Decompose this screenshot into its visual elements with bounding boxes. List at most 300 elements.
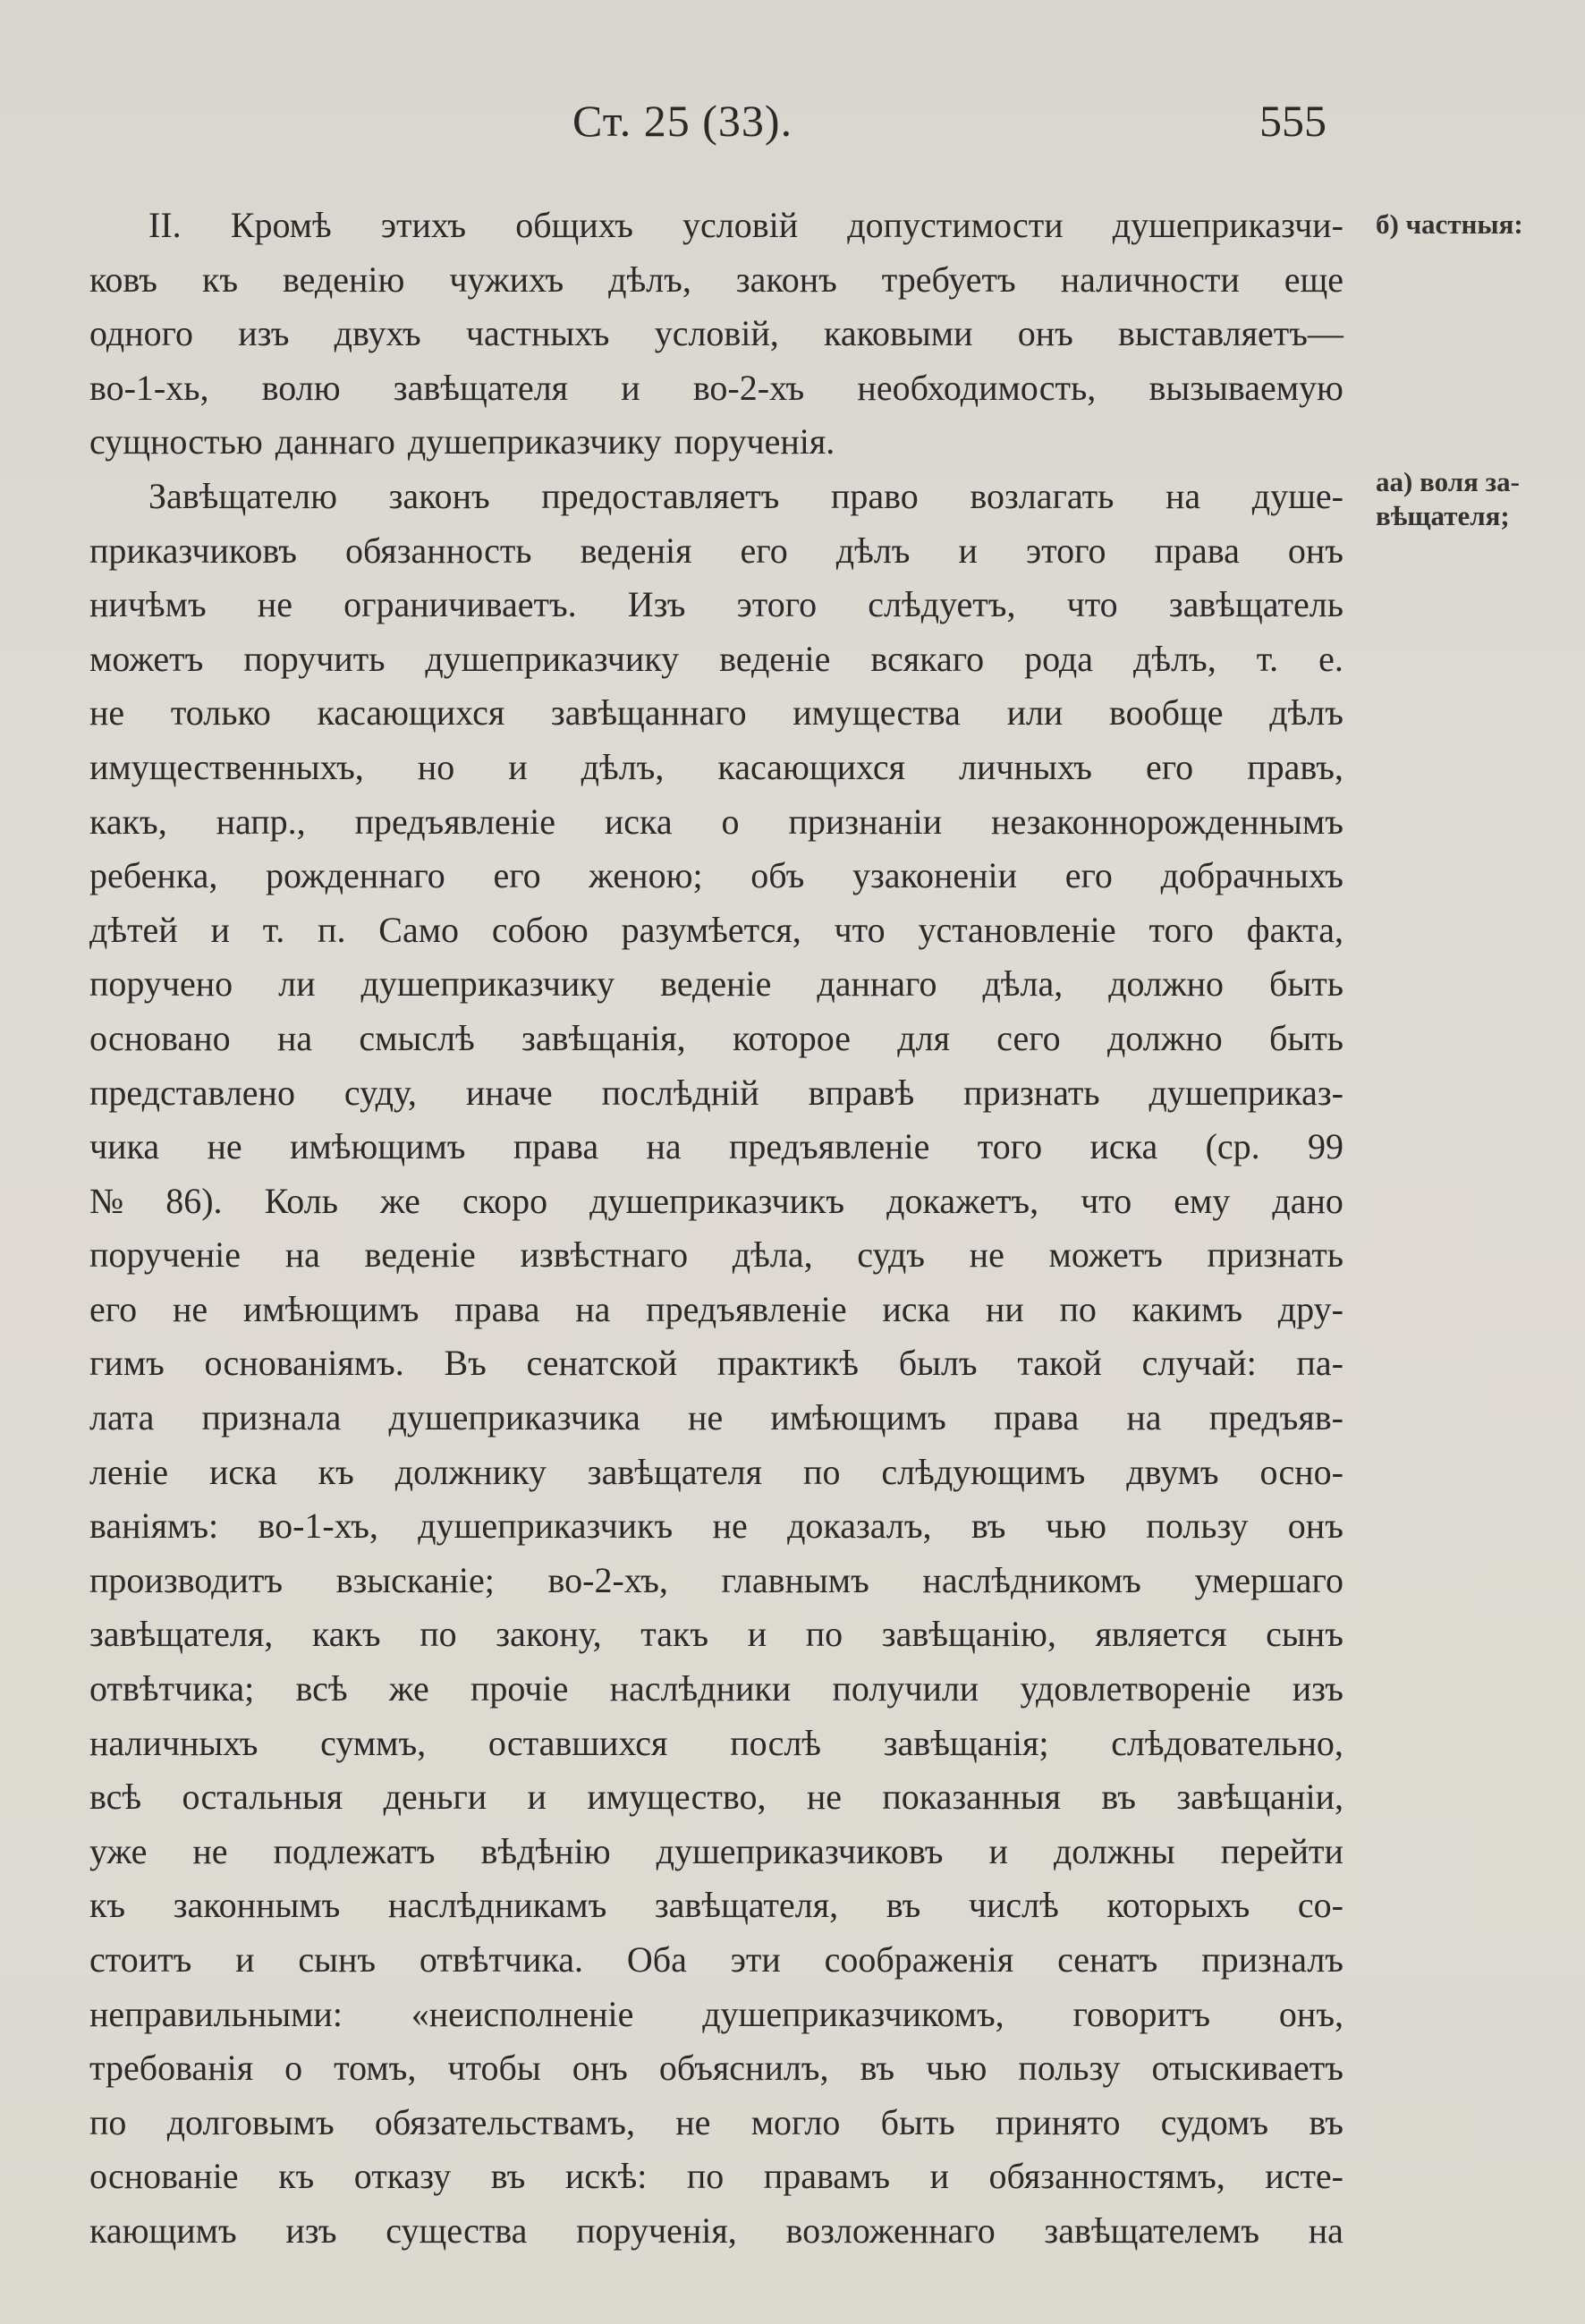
word: Оба <box>626 1939 687 1980</box>
word: что <box>1081 1180 1132 1221</box>
word: душеприказчику <box>425 638 680 679</box>
word: въ <box>1101 1777 1136 1818</box>
word: законъ <box>388 475 490 516</box>
word: разумѣется, <box>621 909 801 950</box>
word: право <box>830 475 919 516</box>
word: но <box>417 746 455 787</box>
body-text <box>89 199 1343 2259</box>
word: объ <box>750 855 805 896</box>
word: о <box>721 801 740 842</box>
text-line <box>89 2204 1343 2259</box>
word: изъ <box>285 2209 337 2251</box>
word: дѣтей <box>89 909 178 950</box>
margin-note-line: б) частныя: <box>1376 208 1523 240</box>
word: онъ, <box>1278 1993 1343 2034</box>
word: и <box>210 909 230 950</box>
word: (ср. <box>1205 1126 1260 1167</box>
word: личныхъ <box>959 746 1092 787</box>
word: обязанностямъ, <box>988 2156 1225 2197</box>
text-line <box>89 849 1343 903</box>
word: собою <box>491 909 589 950</box>
word: дѣла, <box>732 1234 813 1276</box>
word: веденіе <box>364 1234 476 1276</box>
word: вправѣ <box>808 1072 915 1113</box>
word: къ <box>278 2156 315 2197</box>
word: во-2-хъ, <box>547 1559 668 1600</box>
word: 86). <box>165 1180 223 1221</box>
word: стоитъ <box>89 1939 192 1980</box>
word: права <box>513 1126 599 1167</box>
word: по <box>1059 1288 1097 1329</box>
word: имущества <box>792 692 961 734</box>
word: смыслѣ <box>359 1017 475 1058</box>
word: еще <box>1284 259 1343 300</box>
word: и <box>747 1614 767 1655</box>
word: во-1-хь, <box>89 367 209 408</box>
word: исте- <box>1265 2156 1343 2197</box>
word: по <box>686 2156 725 2197</box>
word: отыскиваетъ <box>1151 2048 1343 2089</box>
word: т. <box>262 909 285 950</box>
word: Кромѣ <box>230 205 332 245</box>
word: чужихъ <box>449 259 564 300</box>
word: по <box>89 2101 127 2142</box>
word: томъ, <box>334 2048 417 2089</box>
word: прочіе <box>470 1668 569 1709</box>
word: что <box>834 909 886 950</box>
word: въ <box>886 1885 921 1926</box>
word: по <box>803 1451 841 1492</box>
word: наслѣдникомъ <box>922 1559 1141 1600</box>
word: условій, <box>654 313 779 354</box>
word: на <box>284 1234 320 1276</box>
text-line <box>89 1228 1343 1283</box>
word: представлено <box>89 1072 295 1113</box>
word: завѣщателя <box>393 367 569 408</box>
word: послѣ <box>730 1722 822 1763</box>
word: чика <box>89 1126 160 1167</box>
word: Коль <box>264 1180 338 1221</box>
word: законнымъ <box>173 1885 341 1926</box>
margin-note-line: аа) воля за- <box>1376 466 1520 497</box>
word: можетъ <box>1048 1234 1163 1276</box>
word: незаконнорожденнымъ <box>991 801 1343 842</box>
word: вызываемую <box>1148 367 1343 408</box>
word: возложеннаго <box>785 2209 996 2251</box>
word: не <box>89 692 125 734</box>
word: порученія, <box>576 2209 737 2251</box>
word: что <box>1066 584 1118 625</box>
word: докажетъ, <box>886 1180 1039 1221</box>
word: завѣщателя, <box>654 1885 839 1926</box>
word: чтобы <box>447 2048 541 2089</box>
word: не <box>207 1126 242 1167</box>
word: онъ <box>572 2048 628 2089</box>
text-line <box>89 578 1343 632</box>
text-line <box>89 1066 1343 1121</box>
word: веденіе <box>660 963 772 1005</box>
word: предъявленіе <box>354 801 555 842</box>
word: получили <box>832 1668 979 1709</box>
word: наличности <box>1060 259 1240 300</box>
word: касающихся <box>717 746 906 787</box>
word: такъ <box>640 1614 709 1655</box>
word: душеприказчику <box>360 963 615 1005</box>
word: всѣ <box>295 1668 348 1709</box>
margin-note-testator-will <box>1376 465 1581 533</box>
word: извѣстнаго <box>520 1234 689 1276</box>
word: душе- <box>1251 475 1343 516</box>
word: касающихся <box>317 692 505 734</box>
word: правамъ <box>763 2156 891 2197</box>
word: не <box>712 1506 748 1547</box>
word: и <box>235 1939 255 1980</box>
word: отвѣтчика; <box>89 1668 255 1709</box>
word: такой <box>1017 1343 1102 1384</box>
word: должно <box>1108 963 1225 1005</box>
word: чью <box>1045 1506 1107 1547</box>
word: е. <box>1318 638 1343 679</box>
word: вѣдѣнію <box>480 1830 611 1871</box>
word: какимъ <box>1132 1288 1243 1329</box>
word: веденія <box>580 530 692 571</box>
word: Въ <box>444 1343 487 1384</box>
word: признала <box>201 1397 342 1438</box>
word: на <box>575 1288 611 1329</box>
word: объяснилъ, <box>658 2048 829 2089</box>
word: основано <box>89 1017 231 1058</box>
word: былъ <box>898 1343 978 1384</box>
word: пользу <box>1018 2048 1121 2089</box>
word: завѣщаніи, <box>1176 1777 1343 1818</box>
word: его <box>740 530 788 571</box>
word: леніе <box>89 1451 168 1492</box>
word: признать <box>963 1072 1100 1113</box>
text-line <box>89 1879 1343 1933</box>
word: судъ <box>857 1234 925 1276</box>
text-line <box>89 2041 1343 2096</box>
word: долговымъ <box>166 2101 335 2142</box>
word: чью <box>926 2048 987 2089</box>
word: Изъ <box>627 584 686 625</box>
word: къ <box>201 259 239 300</box>
word: возлагать <box>970 475 1115 516</box>
word: практикѣ <box>716 1343 860 1384</box>
word: не <box>172 1288 208 1329</box>
word: осно- <box>1259 1451 1343 1492</box>
word: II. <box>148 205 182 245</box>
word: онъ <box>1017 313 1073 354</box>
word: не <box>806 1777 842 1818</box>
word: завѣщанію, <box>881 1614 1056 1655</box>
word: главнымъ <box>721 1559 869 1600</box>
text-line <box>89 1391 1343 1446</box>
word: эти <box>730 1939 781 1980</box>
text-line <box>89 1988 1343 2042</box>
word: требуетъ <box>881 259 1016 300</box>
word: не <box>688 1397 724 1438</box>
text-line <box>89 1499 1343 1554</box>
word: душеприказчикомъ, <box>702 1993 1004 2034</box>
word: основаніе <box>89 2156 239 2197</box>
word: общихъ <box>515 205 633 245</box>
word: закону, <box>496 1614 602 1655</box>
word: является <box>1095 1614 1227 1655</box>
word: слѣдующимъ <box>881 1451 1086 1492</box>
word: душеприказчика <box>388 1397 640 1438</box>
word: вообще <box>1109 692 1224 734</box>
word: предоставляетъ <box>541 475 780 516</box>
word: права <box>993 1397 1080 1438</box>
word: порученія. <box>674 421 835 462</box>
word: и <box>988 1830 1008 1871</box>
word: уже <box>89 1830 148 1871</box>
word: не <box>675 2101 711 2142</box>
word: суммъ, <box>320 1722 427 1763</box>
word: его <box>1064 855 1113 896</box>
word: онъ <box>1287 1506 1343 1547</box>
word: дѣла, <box>982 963 1064 1005</box>
word: кающимъ <box>89 2209 237 2251</box>
word: на <box>276 1017 313 1058</box>
word: и <box>929 2156 949 2197</box>
text-line <box>89 1012 1343 1066</box>
word: его <box>1146 746 1194 787</box>
word: того <box>977 1126 1043 1167</box>
word: права <box>1154 530 1240 571</box>
word: законъ <box>735 259 837 300</box>
text-line <box>89 957 1343 1012</box>
word: наслѣдникамъ <box>387 1885 607 1926</box>
word: завѣщаннаго <box>550 692 747 734</box>
word: дѣлъ, <box>581 746 665 787</box>
word: душеприказчику <box>407 421 662 462</box>
word: факта, <box>1246 909 1343 950</box>
word: онъ <box>1287 530 1343 571</box>
word: его <box>493 855 541 896</box>
word: не <box>257 584 292 625</box>
word: подлежатъ <box>273 1830 436 1871</box>
page-number: 555 <box>1259 96 1326 146</box>
word: доказалъ, <box>787 1506 932 1547</box>
text-line <box>89 795 1343 850</box>
word: сущностью <box>89 421 263 462</box>
word: со- <box>1297 1885 1343 1926</box>
word: можетъ <box>89 638 204 679</box>
word: предъявленіе <box>728 1126 930 1167</box>
word: поручено <box>89 963 233 1005</box>
word: веденію <box>283 259 405 300</box>
word: во-2-хъ <box>692 367 805 408</box>
word: дру- <box>1277 1288 1343 1329</box>
word: ребенка, <box>89 855 218 896</box>
word: быть <box>1269 963 1343 1005</box>
word: на <box>1126 1397 1162 1438</box>
word: п. <box>318 909 346 950</box>
text-line <box>89 903 1343 958</box>
word: душеприказчи- <box>1112 205 1343 245</box>
word: всѣ <box>89 1777 142 1818</box>
word: завѣщателемъ <box>1044 2209 1260 2251</box>
text-line <box>89 307 1343 361</box>
word: основаніямъ. <box>204 1343 404 1384</box>
word: на <box>1308 2209 1343 2251</box>
word: по <box>805 1614 843 1655</box>
word: ли <box>278 963 316 1005</box>
word: оставшихся <box>487 1722 668 1763</box>
word: предъявленіе <box>646 1288 847 1329</box>
word: говоритъ <box>1072 1993 1211 2034</box>
word: принято <box>995 2101 1121 2142</box>
word: лата <box>89 1397 155 1438</box>
word: приказчиковъ <box>89 530 297 571</box>
word: «неисполненіе <box>411 1993 634 2034</box>
word: и <box>621 367 640 408</box>
text-line <box>89 632 1343 687</box>
text-line <box>89 1554 1343 1608</box>
word: допустимости <box>847 205 1064 245</box>
word: искѣ: <box>564 2156 648 2197</box>
word: обязательствамъ, <box>374 2101 635 2142</box>
text-line <box>89 470 1343 524</box>
word: производитъ <box>89 1559 283 1600</box>
word: душеприказчикъ <box>418 1506 674 1547</box>
word: въ <box>970 1506 1006 1547</box>
word: Само <box>378 909 460 950</box>
word: дѣлъ <box>1269 692 1343 734</box>
word: правъ, <box>1247 746 1343 787</box>
word: удовлетвореніе <box>1020 1668 1251 1709</box>
word: быть <box>1269 1017 1343 1058</box>
word: завѣщателя, <box>89 1614 274 1655</box>
text-line <box>89 1825 1343 1879</box>
word: слѣдуетъ, <box>868 584 1016 625</box>
text-line <box>89 1120 1343 1175</box>
word: поручить <box>243 638 386 679</box>
word: гимъ <box>89 1343 165 1384</box>
word: слѣдовательно, <box>1111 1722 1343 1763</box>
word: ему <box>1174 1180 1231 1221</box>
word: порученіе <box>89 1234 242 1276</box>
word: иска <box>208 1451 277 1492</box>
word: двумъ <box>1126 1451 1219 1492</box>
word: рода <box>1024 638 1094 679</box>
word: въ <box>1309 2101 1343 2142</box>
word: дѣлъ, <box>608 259 691 300</box>
text-line <box>89 2096 1343 2150</box>
word: веденіе <box>719 638 831 679</box>
word: 99 <box>1307 1126 1343 1167</box>
word: па- <box>1296 1343 1343 1384</box>
word: одного <box>89 313 194 354</box>
word: случай: <box>1141 1343 1257 1384</box>
word: ограничиваетъ. <box>343 584 577 625</box>
text-line <box>89 686 1343 741</box>
word: волю <box>261 367 341 408</box>
word: признаніи <box>788 801 943 842</box>
word: душеприказчиковъ <box>656 1830 944 1871</box>
word: взысканіе; <box>335 1559 495 1600</box>
word: иначе <box>465 1072 553 1113</box>
word: признать <box>1207 1234 1343 1276</box>
word: въ <box>860 2048 895 2089</box>
word: сынъ <box>298 1939 377 1980</box>
word: имущественныхъ, <box>89 746 364 787</box>
word: перейти <box>1220 1830 1343 1871</box>
word: частныхъ <box>465 313 610 354</box>
text-line <box>89 1446 1343 1500</box>
word: сенатъ <box>1057 1939 1158 1980</box>
word: ничѣмъ <box>89 584 207 625</box>
word: двухъ <box>334 313 421 354</box>
word: только <box>170 692 271 734</box>
word: каковыми <box>824 313 973 354</box>
article-reference: Ст. 25 (33). <box>572 96 793 146</box>
word: какъ <box>311 1614 381 1655</box>
margin-note-line: вѣщателя; <box>1376 500 1510 531</box>
text-line <box>89 253 1343 308</box>
word: существа <box>386 2209 528 2251</box>
word: призналъ <box>1201 1939 1343 1980</box>
running-head <box>0 85 1585 157</box>
word: пользу <box>1146 1506 1249 1547</box>
word: ни <box>985 1288 1024 1329</box>
word: № <box>89 1180 124 1221</box>
word: требованія <box>89 2048 254 2089</box>
word: того <box>1148 909 1214 950</box>
text-line <box>89 1283 1343 1337</box>
word: выставляетъ— <box>1118 313 1343 354</box>
word: душеприказ- <box>1148 1072 1343 1113</box>
word: завѣщанія, <box>521 1017 686 1058</box>
text-line <box>89 741 1343 795</box>
word: этого <box>1025 530 1106 571</box>
word: завѣщанія; <box>883 1722 1049 1763</box>
text-line <box>89 524 1343 579</box>
word: душеприказчикъ <box>589 1180 845 1221</box>
word: т. <box>1256 638 1279 679</box>
word: остальныя <box>182 1777 343 1818</box>
word: напр., <box>216 801 306 842</box>
word: даннаго <box>817 963 937 1005</box>
word: неправильными: <box>89 1993 343 2034</box>
word: должно <box>1106 1017 1223 1058</box>
word: и <box>527 1777 547 1818</box>
word: его <box>89 1288 138 1329</box>
word: завѣщатель <box>1168 584 1343 625</box>
text-line <box>89 1933 1343 1988</box>
text-line <box>89 1175 1343 1229</box>
word: не <box>969 1234 1004 1276</box>
word: соображенія <box>824 1939 1014 1980</box>
word: завѣщателя <box>587 1451 763 1492</box>
word: наличныхъ <box>89 1722 259 1763</box>
word: послѣдній <box>601 1072 759 1113</box>
word: даннаго <box>275 421 395 462</box>
word: имущество, <box>587 1777 767 1818</box>
word: и <box>508 746 528 787</box>
word: дано <box>1272 1180 1343 1221</box>
word: Завѣщателю <box>148 475 337 516</box>
text-line <box>89 199 1343 253</box>
text-line <box>89 1662 1343 1717</box>
word: обязанность <box>344 530 532 571</box>
word: имѣющимъ <box>242 1288 420 1329</box>
word: въ <box>490 2156 526 2197</box>
word: сего <box>996 1017 1061 1058</box>
word: не <box>192 1830 228 1871</box>
word: сенатской <box>526 1343 678 1384</box>
